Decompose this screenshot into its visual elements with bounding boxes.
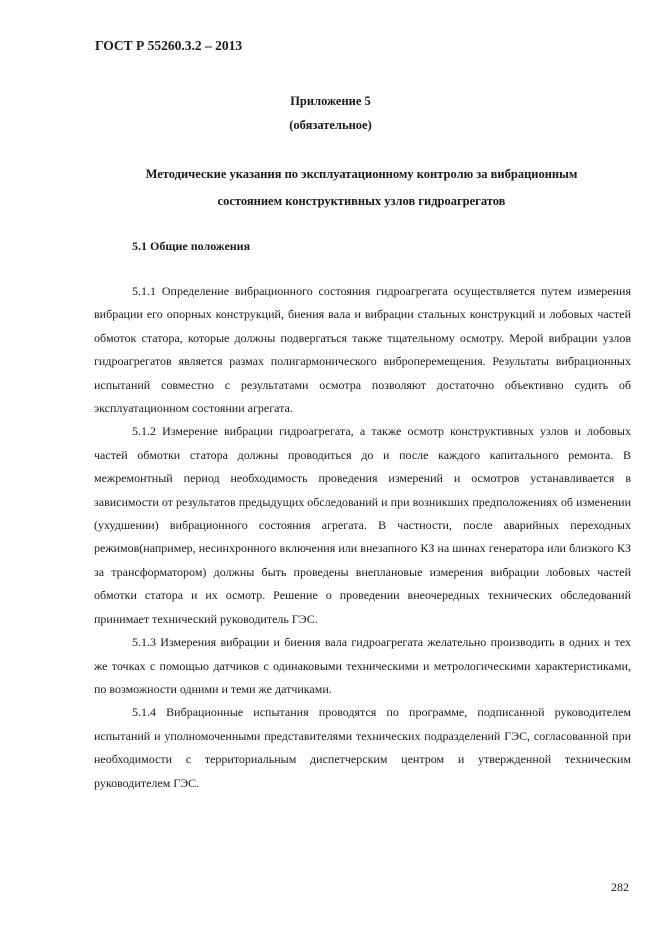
standard-header: ГОСТ Р 55260.3.2 – 2013 bbox=[95, 38, 243, 53]
paragraph-5-1-4: 5.1.4 Вибрационные испытания проводятся по программе, подписанной руководителем испытаний и уполномоченными представителями технических подразделений ГЭС, согласованной при необходимости с территориальным диспетчерским центром и утвержденной техническим руководителем ГЭС. bbox=[94, 705, 631, 790]
paragraph-5-1-3: 5.1.3 Измерения вибрации и биения вала гидроагрегата желательно производить в одних и тех же точках с помощью датчиков с одинаковыми техническими и метрологическими характеристиками, по возможности одними и теми же датчиками. bbox=[94, 635, 631, 696]
document-title bbox=[100, 161, 623, 215]
appendix-status: (обязательное) bbox=[289, 118, 372, 132]
body-text bbox=[94, 280, 631, 795]
section-heading: 5.1 Общие положения bbox=[132, 239, 251, 253]
paragraph-5-1-2: 5.1.2 Измерение вибрации гидроагрегата, а также осмотр конструктивных узлов и лобовых частей обмотки статора должны проводиться до и после каждого капитального ремонта. В межремонтный период необходимость проведения измерений и осмотров устанавливается в зависимости от результатов предыдущих обследований и при возникших предположениях об изменении (ухудшении) вибрационного состояния агрегата. В частности, после аварийных переходных режимов(например, несинхронного включения или внезапного КЗ на шинах генератора или близкого КЗ за трансформатором) должны быть проведены внеплановые измерения вибрации лобовых частей обмотки статора и их осмотр. Решение о проведении внеочередных технических обследований принимает технический руководитель ГЭС. bbox=[94, 424, 631, 626]
document-title-line-2: состоянием конструктивных узлов гидроагрегатов bbox=[217, 194, 506, 208]
paragraph-5-1-1: 5.1.1 Определение вибрационного состояния гидроагрегата осуществляется путем измерения вибрации его опорных конструкций, биения вала и вибрации стальных конструкций и лобовых частей обмоток статора, которые должны подвергаться также тщательному осмотру. Мерой вибрации узлов гидроагрегатов является размах полигармонического виброперемещения. Результаты вибрационных испытаний совместно с результатами осмотра позволяют достаточно объективно судить об эксплуатационном состоянии агрегата. bbox=[94, 284, 631, 416]
appendix-title: Приложение 5 bbox=[290, 94, 371, 108]
page-number: 282 bbox=[611, 880, 629, 894]
document-title-line-1: Методические указания по эксплуатационному контролю за вибрационным bbox=[145, 167, 578, 181]
